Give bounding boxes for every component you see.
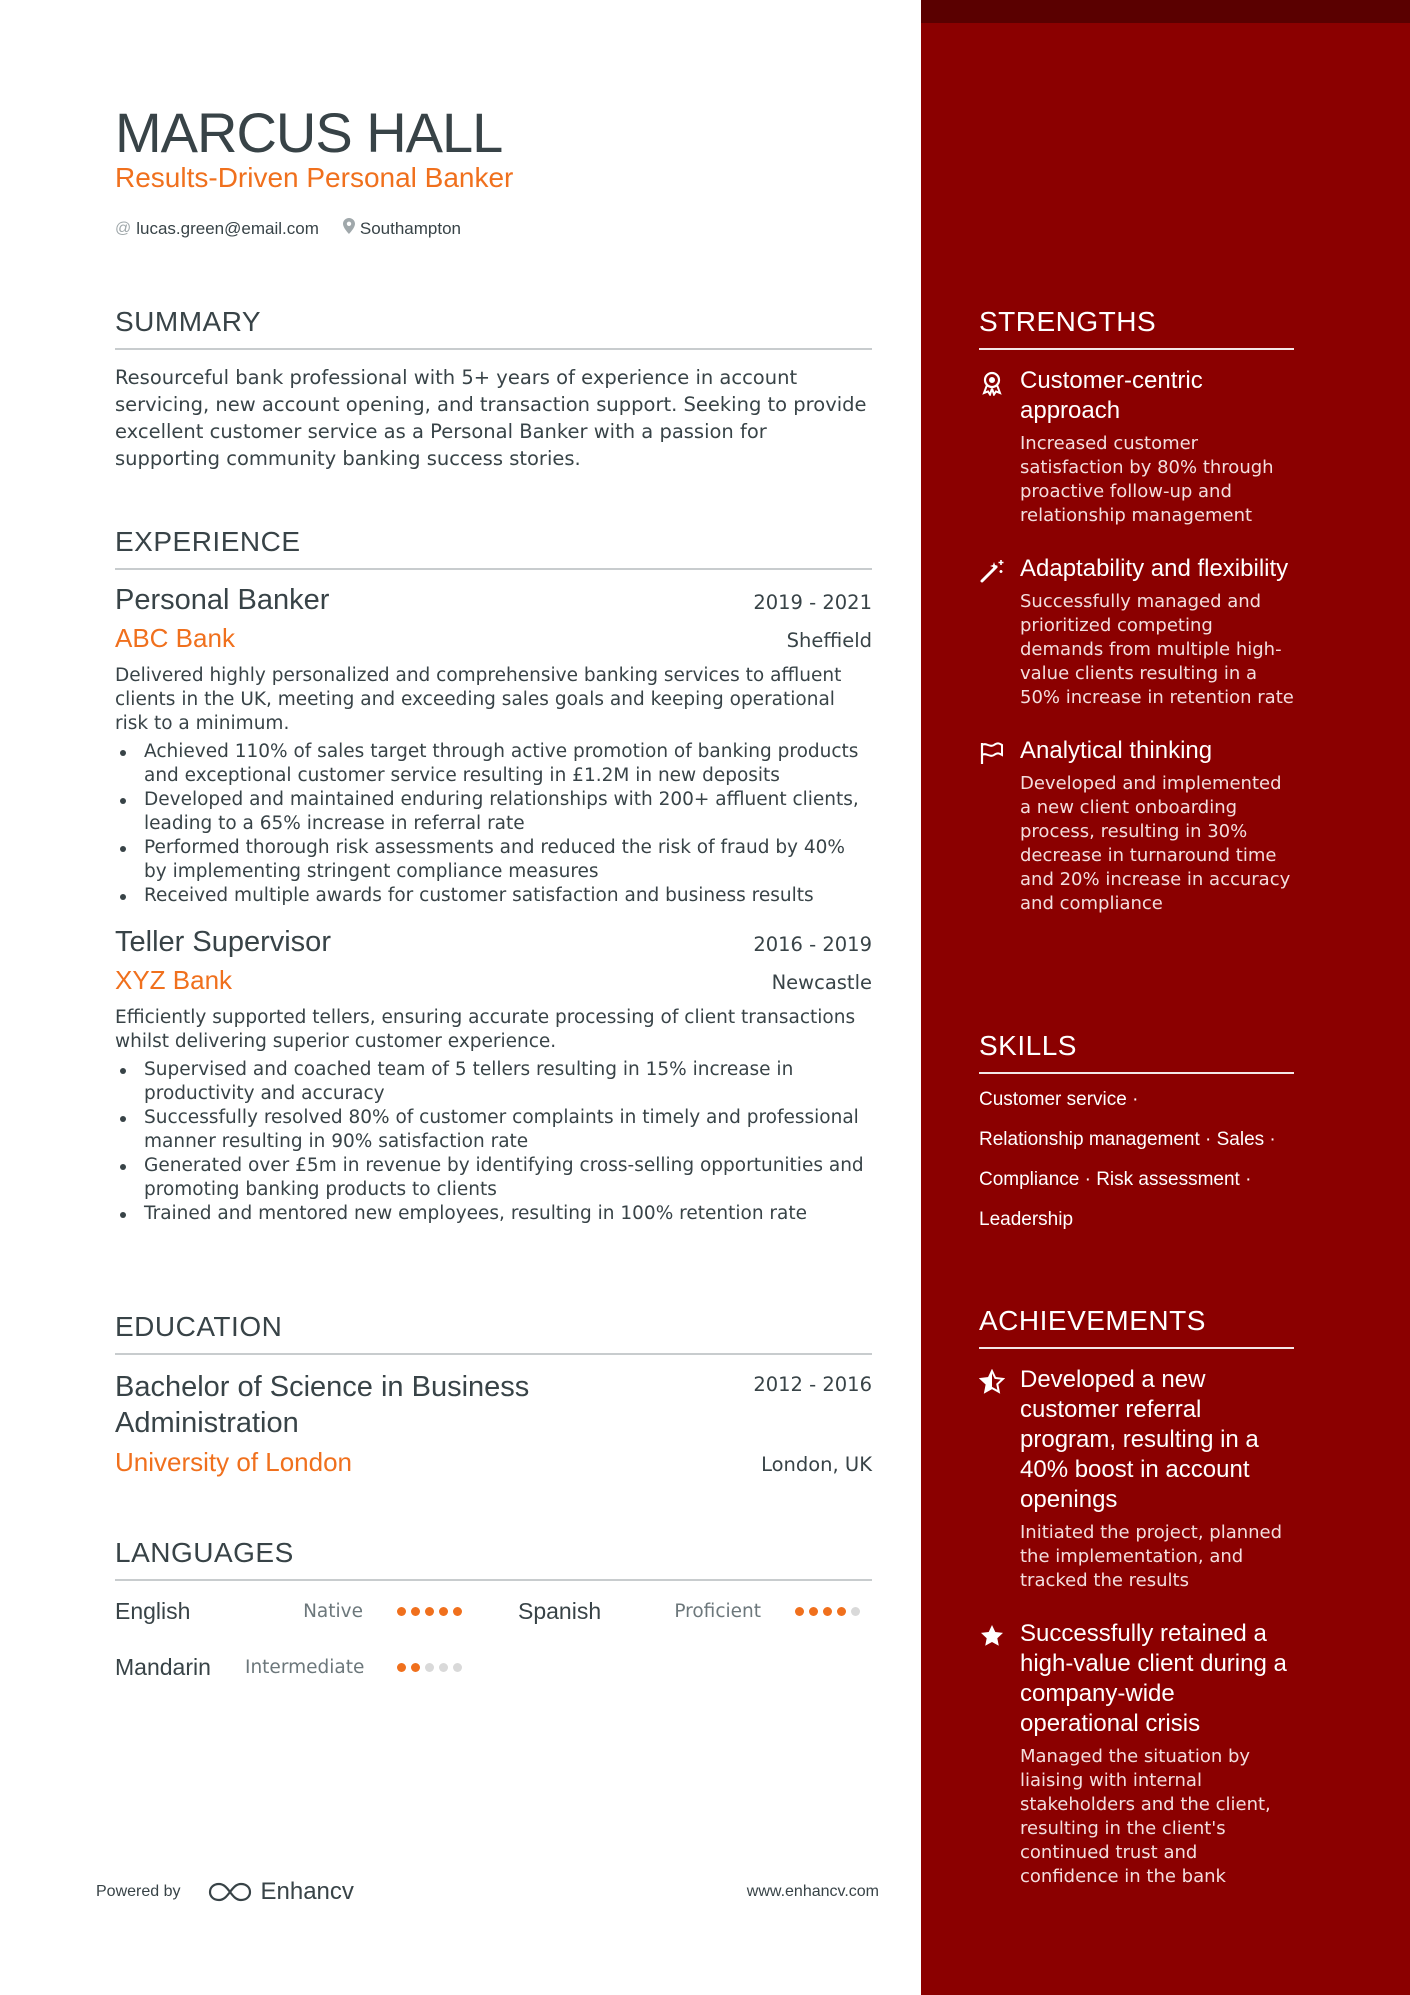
list-item: Successfully resolved 80% of customer complaints in timely and professional manner resulting in 90% satisfaction rate: [115, 1106, 872, 1154]
list-item: Developed and maintained enduring relationships with 200+ affluent clients, leading to a 65% increase in referral rate: [115, 788, 872, 836]
at-icon: @: [115, 219, 132, 237]
summary-section: [115, 306, 872, 472]
section-divider: [979, 348, 1294, 350]
website-link[interactable]: www.enhancv.com: [746, 1883, 879, 1900]
list-item: Supervised and coached team of 5 tellers resulting in 15% increase in productivity and accuracy: [115, 1058, 872, 1106]
job-subheader: [115, 623, 872, 654]
language-name: Mandarin: [115, 1653, 211, 1680]
skills-line: Leadership: [979, 1209, 1074, 1230]
experience-section: [115, 526, 872, 1226]
language-level: Native: [303, 1600, 363, 1622]
strength-item: [979, 736, 1294, 916]
rating-dot: [411, 1663, 420, 1672]
powered-by: [96, 1878, 354, 1906]
list-item: Trained and mentored new employees, resulting in 100% retention rate: [115, 1202, 872, 1226]
strength-description: Successfully managed and prioritized competing demands from multiple high-value clients resulting in a 50% increase in retention rate: [1020, 591, 1294, 708]
candidate-title: Results-Driven Personal Banker: [115, 162, 514, 193]
strengths-section: [979, 306, 1294, 916]
rating-dot: [439, 1607, 448, 1616]
education-header: [115, 1369, 872, 1441]
language-rating: [397, 1607, 467, 1616]
languages-heading: LANGUAGES: [115, 1537, 294, 1568]
school-location: London, UK: [761, 1453, 872, 1476]
achievement-name: Successfully retained a high-value client during a company-wide operational crisis: [1020, 1620, 1287, 1737]
enhancv-logo-icon: [207, 1881, 253, 1903]
languages-section: [115, 1537, 872, 1695]
skills-line: Compliance · Risk assessment ·: [979, 1169, 1252, 1190]
skills-line: Relationship management · Sales ·: [979, 1129, 1276, 1150]
rating-dot: [425, 1607, 434, 1616]
achievement-name: Developed a new customer referral program, resulting in a 40% boost in account openings: [1020, 1366, 1259, 1513]
job-header: [115, 926, 872, 959]
job-bullets: [115, 1058, 872, 1226]
languages-row: [115, 1639, 872, 1695]
rating-dot: [823, 1607, 832, 1616]
language-item: [115, 1598, 518, 1625]
enhancv-logo[interactable]: [207, 1878, 354, 1906]
email-text: lucas.green@email.com: [136, 218, 319, 238]
section-divider: [979, 1347, 1294, 1349]
language-name: English: [115, 1597, 191, 1624]
job-company: XYZ Bank: [115, 965, 233, 995]
achievements-section: [979, 1305, 1294, 1889]
achievement-item: [979, 1365, 1294, 1593]
award-ribbon-icon: [979, 370, 1005, 396]
skills-section: [979, 1030, 1294, 1240]
section-divider: [115, 1353, 872, 1355]
list-item: Performed thorough risk assessments and reduced the risk of fraud by 40% by implementing stringent compliance measures: [115, 836, 872, 884]
location-pin-icon: [343, 218, 355, 239]
job-description: Efficiently supported tellers, ensuring accurate processing of client transactions whilst delivering superior customer experience.: [115, 1007, 856, 1052]
star-half-icon: [979, 1369, 1005, 1395]
location-text: Southampton: [359, 218, 461, 238]
brand-name: Enhancv: [260, 1878, 354, 1905]
education-section: [115, 1311, 872, 1478]
job-location: Newcastle: [771, 971, 872, 994]
list-item: Generated over £5m in revenue by identifying cross-selling opportunities and promoting banking products to clients: [115, 1154, 872, 1202]
job-role: Personal Banker: [115, 584, 330, 616]
summary-heading: SUMMARY: [115, 306, 262, 337]
strength-description: Developed and implemented a new client onboarding process, resulting in 30% decrease in turnaround time and 20% increase in accuracy and compliance: [1020, 773, 1291, 914]
rating-dot: [795, 1607, 804, 1616]
summary-text: Resourceful bank professional with 5+ years of experience in account servicing, new account opening, and transaction support. Seeking to provide excellent customer service as a Personal Banker with a passion for supporting community banking success stories.: [115, 366, 867, 470]
strength-name: Adaptability and flexibility: [1020, 555, 1289, 582]
contact-info: [115, 218, 485, 239]
star-icon: [979, 1623, 1005, 1649]
strength-item: [979, 366, 1294, 528]
education-subheader: [115, 1447, 872, 1478]
school-name: University of London: [115, 1447, 353, 1477]
job-description: Delivered highly personalized and comprehensive banking services to affluent clients in the UK, meeting and exceeding sales goals and keeping operational risk to a minimum.: [115, 665, 842, 734]
education-dates: 2012 - 2016: [753, 1373, 872, 1396]
section-divider: [115, 348, 872, 350]
job-dates: 2019 - 2021: [753, 591, 872, 614]
job-subheader: [115, 965, 872, 996]
degree-line: Bachelor of Science in Business: [115, 1371, 530, 1403]
contact-email[interactable]: [115, 219, 319, 239]
strengths-heading: STRENGTHS: [979, 306, 1157, 337]
achievements-heading: ACHIEVEMENTS: [979, 1305, 1206, 1336]
rating-dot: [439, 1663, 448, 1672]
rating-dot: [397, 1663, 406, 1672]
achievement-description: Initiated the project, planned the implementation, and tracked the results: [1020, 1522, 1283, 1591]
strength-item: [979, 554, 1294, 710]
job-entry: [115, 584, 872, 908]
language-level: Intermediate: [245, 1656, 365, 1678]
skills-line: Customer service ·: [979, 1089, 1139, 1110]
rating-dot: [453, 1663, 462, 1672]
rating-dot: [837, 1607, 846, 1616]
job-header: [115, 584, 872, 617]
achievement-description: Managed the situation by liaising with internal stakeholders and the client, resulting in the client's continued trust and confidence in the bank: [1020, 1746, 1271, 1887]
rating-dot: [453, 1607, 462, 1616]
strength-name: Customer-centric approach: [1020, 367, 1203, 424]
job-bullets: [115, 740, 872, 908]
degree: [115, 1369, 529, 1441]
contact-location: [343, 218, 461, 239]
experience-heading: EXPERIENCE: [115, 526, 301, 557]
degree-line: Administration: [115, 1407, 299, 1439]
job-location: Sheffield: [786, 629, 872, 652]
section-divider: [115, 1579, 872, 1581]
languages-row: [115, 1583, 872, 1639]
rating-dot: [425, 1663, 434, 1672]
footer: [96, 1878, 879, 1906]
strength-name: Analytical thinking: [1020, 737, 1213, 764]
language-level: Proficient: [674, 1600, 761, 1622]
job-company: ABC Bank: [115, 623, 235, 653]
job-entry: [115, 926, 872, 1226]
skills-list: [979, 1080, 1294, 1240]
rating-dot: [397, 1607, 406, 1616]
strength-description: Increased customer satisfaction by 80% through proactive follow-up and relationship management: [1020, 433, 1274, 526]
list-item: Achieved 110% of sales target through active promotion of banking products and exceptional customer service resulting in £1.2M in new deposits: [115, 740, 872, 788]
education-heading: EDUCATION: [115, 1311, 283, 1342]
language-item: [518, 1598, 872, 1625]
section-divider: [979, 1072, 1294, 1074]
rating-dot: [809, 1607, 818, 1616]
section-divider: [115, 568, 872, 570]
language-name: Spanish: [518, 1597, 602, 1624]
job-dates: 2016 - 2019: [753, 933, 872, 956]
skills-heading: SKILLS: [979, 1030, 1077, 1061]
candidate-name: MARCUS HALL: [115, 101, 503, 164]
list-item: Received multiple awards for customer satisfaction and business results: [115, 884, 872, 908]
language-item: [115, 1654, 518, 1681]
magic-wand-icon: [979, 558, 1005, 584]
language-rating: [795, 1607, 865, 1616]
flag-icon: [979, 740, 1005, 766]
sidebar-top-band: [921, 0, 1410, 23]
powered-by-label: Powered by: [96, 1883, 181, 1900]
achievement-item: [979, 1619, 1294, 1889]
job-role: Teller Supervisor: [115, 926, 331, 958]
rating-dot: [851, 1607, 860, 1616]
rating-dot: [411, 1607, 420, 1616]
language-rating: [397, 1663, 467, 1672]
